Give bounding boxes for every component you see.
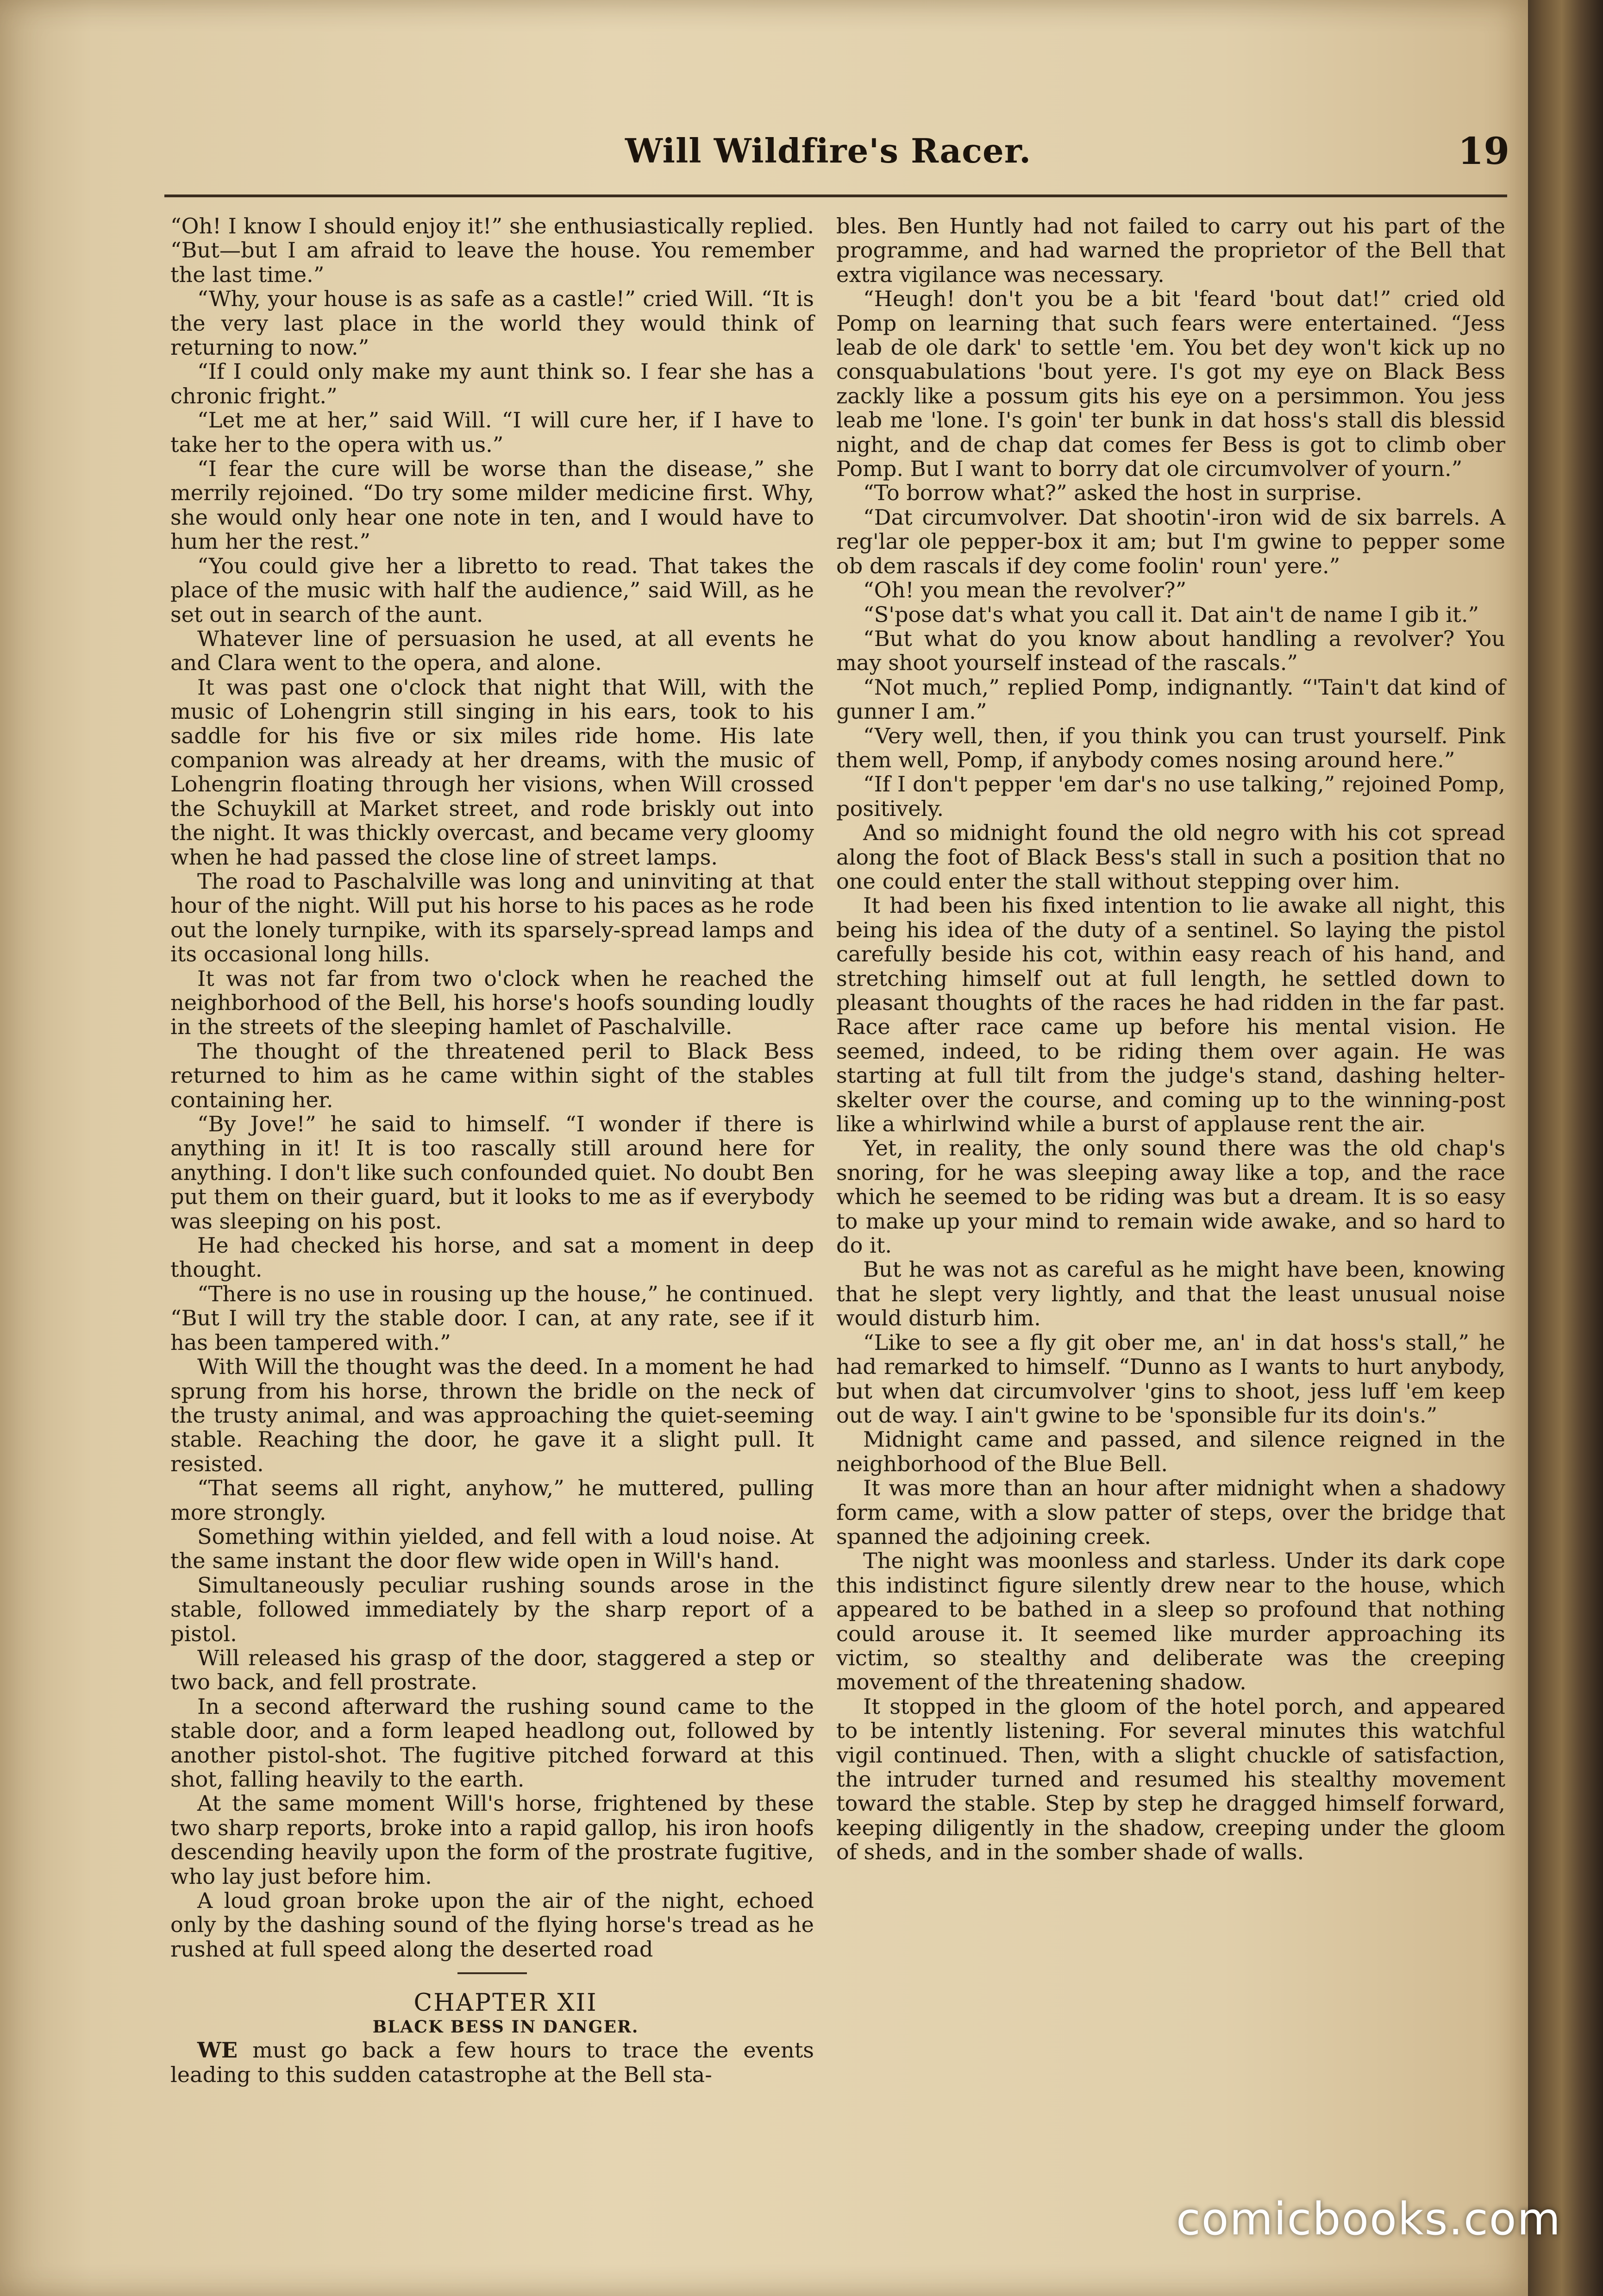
paragraph: Something within yielded, and fell with a loud noise. At the same instant the door flew wide open in Will's hand. [170, 1524, 814, 1574]
paragraph: “Oh! you mean the revolver?” [863, 577, 1187, 603]
paragraph: And so midnight found the old negro with his cot spread along the foot of Black Bess's stall in such a position that no one could enter the stall without stepping over him. [836, 820, 1505, 894]
running-title: Will Wildfire's Racer. [625, 131, 1032, 170]
paragraph: “Let me at her,” said Will. “I will cure her, if I have to take her to the opera with us.” [170, 408, 814, 457]
paragraph: With Will the thought was the deed. In a moment he had sprung from his horse, thrown the bridle on the neck of the trusty animal, and was approaching the quiet-seeming stable. Reaching the door, he gave it a slight pull. It resisted. [170, 1354, 814, 1476]
paragraph: Midnight came and passed, and silence reigned in the neighborhood of the Blue Bell. [836, 1427, 1505, 1476]
header-rule [164, 194, 1507, 197]
paragraph: Whatever line of persuasion he used, at all events he and Clara went to the opera, and alone. [170, 626, 814, 676]
paragraph: “But what do you know about handling a revolver? You may shoot yourself instead of the rascals.” [836, 626, 1505, 676]
paragraph: “Oh! I know I should enjoy it!” she enthusiastically replied. “But—but I am afraid to leave the house. You remember the last time.” [170, 213, 814, 287]
opening-caps: WE [197, 2038, 238, 2063]
paragraph: It had been his fixed intention to lie awake all night, this being his idea of the duty of a sentinel. So laying the pistol carefully beside his cot, within easy reach of his hand, and stretching himself out at full length, he settled down to pleasant thoughts of the races he had ridden in the far past. Race after race came up before his mental vision. He seemed, indeed, to be riding them over again. He was starting at full tilt from the judge's stand, dashing helter-skelter over the course, and coming up to the winning-post like a whirlwind while a burst of applause rent the air. [836, 893, 1505, 1137]
chapter-title: CHAPTER XII [413, 1989, 598, 2017]
paragraph: In a second afterward the rushing sound came to the stable door, and a form leaped headlong out, followed by another pistol-shot. The fugitive pitched forward at this shot, falling heavily to the earth. [170, 1694, 814, 1792]
paragraph: It stopped in the gloom of the hotel porch, and appeared to be intently listening. For several minutes this watchful vigil continued. Then, with a slight chuckle of satisfaction, the intruder turned and resumed his stealthy movement toward the stable. Step by step he dragged himself forward, keeping diligently in the shadow, creeping under the gloom of sheds, and in the somber shade of walls. [836, 1694, 1505, 1865]
right-column [836, 214, 1505, 1864]
chapter-opening-paragraph [170, 2038, 814, 2087]
paragraph: “If I could only make my aunt think so. I fear she has a chronic fright.” [170, 359, 814, 408]
paragraph: The thought of the threatened peril to Black Bess returned to him as he came within sight of the stables containing her. [170, 1038, 814, 1112]
chapter-subtitle: BLACK BESS IN DANGER. [372, 2017, 639, 2037]
paragraph: “If I don't pepper 'em dar's no use talking,” rejoined Pomp, positively. [836, 772, 1505, 821]
page-header [171, 127, 1509, 183]
paragraph: “Why, your house is as safe as a castle!” cried Will. “It is the very last place in the world they would think of returning to now.” [170, 286, 814, 360]
paragraph: “I fear the cure will be worse than the disease,” she merrily rejoined. “Do try some milder medicine first. Why, she would only hear one note in ten, and I would have to hum her the rest.” [170, 456, 814, 554]
paragraph: It was more than an hour after midnight when a shadowy form came, with a slow patter of steps, over the bridge that spanned the adjoining creek. [836, 1475, 1505, 1549]
paragraph: “S'pose dat's what you call it. Dat ain't de name I gib it.” [863, 602, 1479, 627]
paragraph: “Dat circumvolver. Dat shootin'-iron wid de six barrels. A reg'lar ole pepper-box it am; but I'm gwine to pepper some ob dem rascals if dey come foolin' roun' yere.” [836, 504, 1505, 578]
paragraph: Yet, in reality, the only sound there was the old chap's snoring, for he was sleeping away like a top, and the race which he seemed to be riding was but a dream. It is so easy to make up your mind to remain wide awake, and so hard to do it. [836, 1135, 1505, 1258]
paragraph: “To borrow what?” asked the host in surprise. [863, 480, 1362, 506]
paragraph: “Like to see a fly git ober me, an' in dat hoss's stall,” he had remarked to himself. “Dunno as I wants to hurt anybody, but when dat circumvolver 'gins to shoot, jess luff 'em keep out de way. I ain't gwine to be 'sponsible fur its doin's.” [836, 1330, 1505, 1428]
paragraph: It was not far from two o'clock when he reached the neighborhood of the Bell, his horse's hoofs sounding loudly in the streets of the sleeping hamlet of Paschalville. [170, 966, 814, 1040]
paragraph: At the same moment Will's horse, frightened by these two sharp reports, broke into a rapid gallop, his iron hoofs descending heavily upon the form of the prostrate fugitive, who lay just before him. [170, 1791, 814, 1889]
paragraph: “You could give her a libretto to read. That takes the place of the music with half the audience,” said Will, as he set out in search of the aunt. [170, 553, 814, 627]
opening-text: must go back a few hours to trace the events leading to this sudden catastrophe at the Bell sta- [170, 2038, 814, 2087]
paragraph: “Very well, then, if you think you can trust yourself. Pink them well, Pomp, if anybody comes nosing around here.” [836, 723, 1505, 772]
paragraph: It was past one o'clock that night that Will, with the music of Lohengrin still singing in his ears, took to his saddle for his five or six miles ride home. His late companion was already at her dreams, with the music of Lohengrin floating through her visions, when Will crossed the Schuykill at Market street, and rode briskly out into the night. It was thickly overcast, and became very gloomy when he had passed the close line of street lamps. [170, 674, 814, 870]
chapter-divider [457, 1972, 527, 1974]
left-column [170, 214, 814, 2087]
paragraph: But he was not as careful as he might have been, knowing that he slept very lightly, and that the least unusual noise would disturb him. [836, 1257, 1505, 1331]
paragraph: Simultaneously peculiar rushing sounds arose in the stable, followed immediately by the sharp report of a pistol. [170, 1572, 814, 1646]
paragraph: “Not much,” replied Pomp, indignantly. “'Tain't dat kind of gunner I am.” [836, 674, 1505, 724]
page-number: 19 [1458, 129, 1509, 173]
paragraph: “There is no use in rousing up the house,” he continued. “But I will try the stable door. I can, at any rate, see if it has been tampered with.” [170, 1281, 814, 1355]
binding-edge [1528, 0, 1603, 2296]
paragraph: He had checked his horse, and sat a moment in deep thought. [170, 1233, 814, 1282]
paragraph: The road to Paschalville was long and uninviting at that hour of the night. Will put his horse to his paces as he rode out the lonely turnpike, with its sparsely-spread lamps and its occasional long hills. [170, 868, 814, 967]
paragraph: A loud groan broke upon the air of the night, echoed only by the dashing sound of the flying horse's tread as he rushed at full speed along the deserted road [170, 1888, 814, 1962]
paragraph: bles. Ben Huntly had not failed to carry out his part of the programme, and had warned the proprietor of the Bell that extra vigilance was necessary. [836, 213, 1505, 287]
paragraph: “By Jove!” he said to himself. “I wonder if there is anything in it! It is too rascally still around here for anything. I don't like such confounded quiet. No doubt Ben put them on their guard, but it looks to me as if everybody was sleeping on his post. [170, 1111, 814, 1234]
paragraph: The night was moonless and starless. Under its dark cope this indistinct figure silently drew near to the house, which appeared to be bathed in a sleep so profound that nothing could arouse it. It seemed like murder approaching its victim, so stealthy and deliberate was the creeping movement of the threatening shadow. [836, 1548, 1505, 1695]
paragraph: Will released his grasp of the door, staggered a step or two back, and fell prostrate. [170, 1645, 814, 1695]
paragraph: “That seems all right, anyhow,” he muttered, pulling more strongly. [170, 1475, 814, 1525]
paragraph: “Heugh! don't you be a bit 'feard 'bout dat!” cried old Pomp on learning that such fears were entertained. “Jess leab de ole dark' to settle 'em. You bet dey won't kick up no consquabulations 'bout yere. I's got my eye on Black Bess zackly like a possum gits his eye on a persimmon. You jess leab me 'lone. I's goin' ter bunk in dat hoss's stall dis blessid night, and de chap dat comes fer Bess is got to climb ober Pomp. But I want to borry dat ole circumvolver of yourn.” [836, 286, 1505, 482]
site-watermark: comicbooks.com [1176, 2193, 1561, 2245]
